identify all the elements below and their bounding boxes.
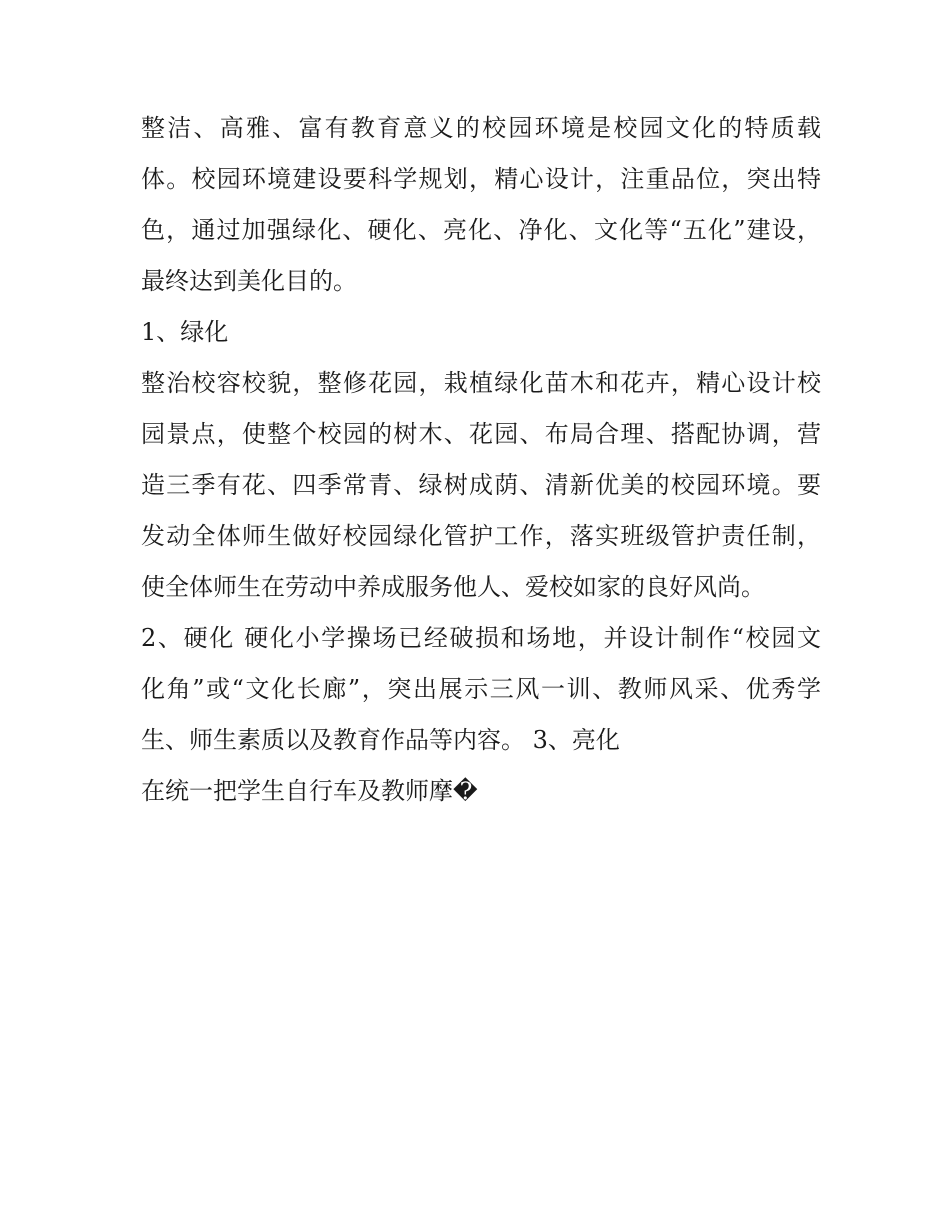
paragraph-line: 体。校园环境建设要科学规划，精心设计，注重品位，突出特 bbox=[141, 165, 821, 193]
paragraph-line: 园景点，使整个校园的树木、花园、布局合理、搭配协调，营 bbox=[141, 420, 821, 448]
paragraph-line: 造三季有花、四季常青、绿树成荫、清新优美的校园环境。要 bbox=[141, 471, 821, 499]
paragraph-line: 整洁、高雅、富有教育意义的校园环境是校园文化的特质载 bbox=[141, 114, 821, 142]
paragraph-line: 发动全体师生做好校园绿化管护工作，落实班级管护责任制， bbox=[141, 522, 821, 550]
paragraph-line: 色，通过加强绿化、硬化、亮化、净化、文化等“五化”建设， bbox=[141, 216, 821, 244]
paragraph-line: 生、师生素质以及教育作品等内容。 3、亮化 bbox=[141, 726, 620, 754]
paragraph-line: 使全体师生在劳动中养成服务他人、爱校如家的良好风尚。 bbox=[141, 573, 765, 601]
paragraph-line: 整治校容校貌，整修花园，栽植绿化苗木和花卉，精心设计校 bbox=[141, 369, 821, 397]
document-body bbox=[141, 103, 821, 817]
section-heading: 1、绿化 bbox=[141, 318, 229, 346]
paragraph-line: 在统一把学生自行车及教师摩� bbox=[141, 777, 478, 805]
paragraph-line: 2、硬化 硬化小学操场已经破损和场地，并设计制作“校园文 bbox=[141, 624, 821, 652]
paragraph-line: 化角”或“文化长廊”，突出展示三风一训、教师风采、优秀学 bbox=[141, 675, 821, 703]
paragraph-line: 最终达到美化目的。 bbox=[141, 267, 357, 295]
